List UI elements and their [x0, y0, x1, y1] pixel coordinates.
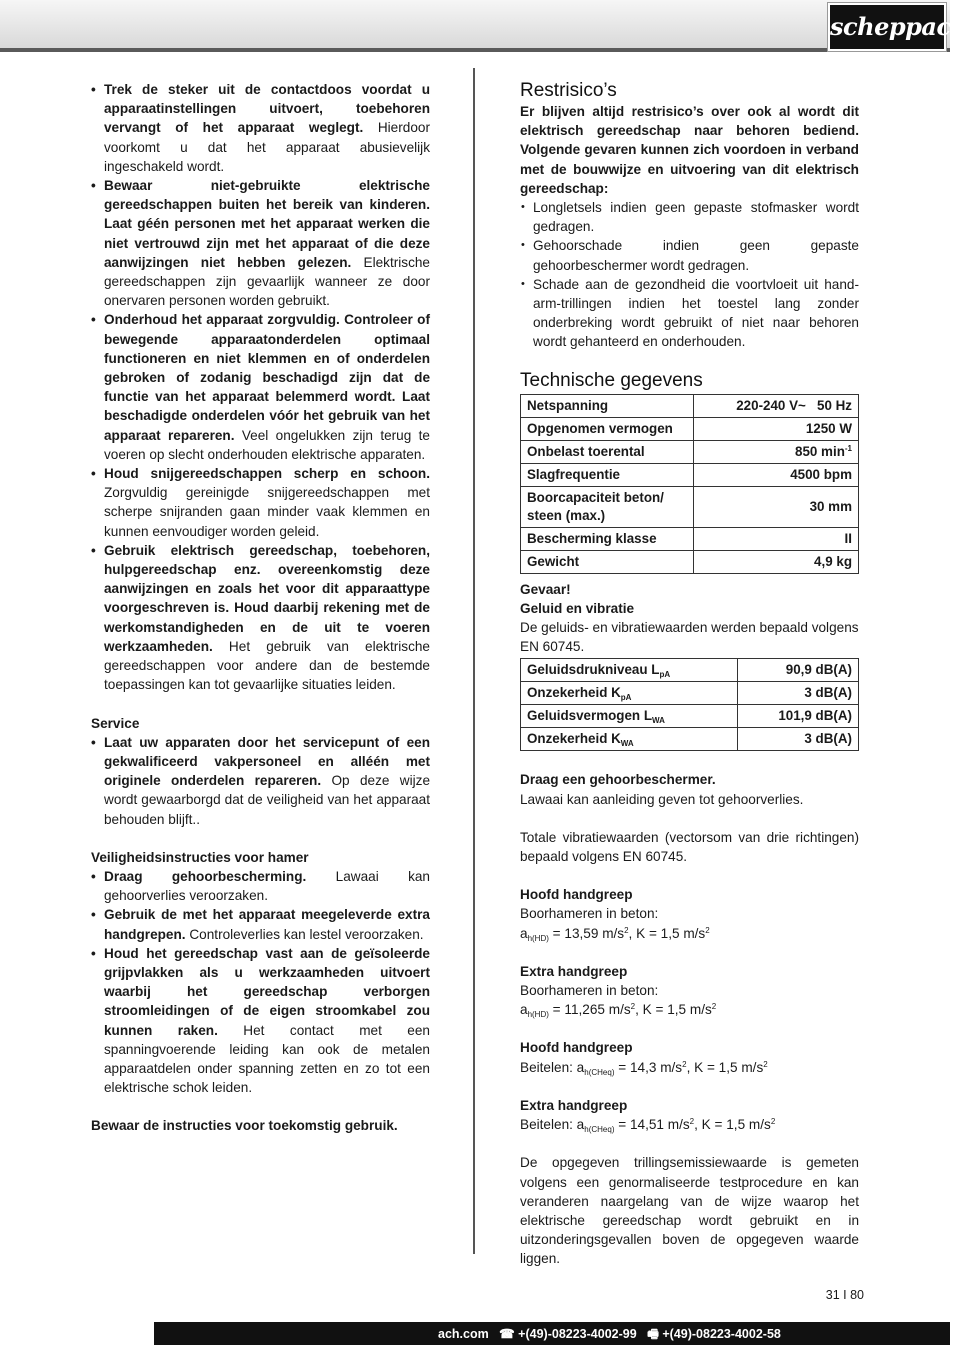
column-divider	[473, 68, 475, 1254]
list-item: • Schade aan de gezondheid die voortvloeit uit hand-arm-trillingen indien het toestel lang zonder onderbreking wordt gebruikt of niet naar behoren wordt gehanteerd en onderhouden.	[520, 275, 859, 352]
tech-table	[520, 394, 859, 574]
table-row: Geluidsdrukniveau $L_{pA}$ 90,9 dB(A)	[521, 659, 859, 682]
table-row: Opgenomen vermogen 1250 W	[521, 417, 859, 440]
vibration-value: Beitelen: $a_{h(CHeq)} = 14,51$ $m/s^2$, K = 1,5 $m/s^2$	[520, 1117, 776, 1135]
list-item: • Longletsels indien geen gepaste stofmasker wordt gedragen.	[520, 198, 859, 236]
vibration-line: Boorhameren in beton:	[520, 906, 659, 922]
table-row: Netspanning 220-240 V~ 50 Hz	[521, 394, 859, 417]
vibration-value: Beitelen: $a_{h(CHeq)} = 14,3$ $m/s^2$, K = 1,5 $m/s^2$	[520, 1059, 768, 1077]
table-row: Geluidsvermogen $L_{WA}$ 101,9 dB(A)	[521, 705, 859, 728]
page-number: 31 I 80	[825, 1288, 864, 1302]
service-heading: Service	[91, 715, 140, 731]
table-row: Gewicht 4,9 kg	[521, 550, 859, 573]
list-item: • Gebruik elektrisch gereedschap, toebehoren, hulpgereedschap enz. overeenkomstig deze aanwijzingen en zoals het voor dit apparaattype voorgeschreven is. Houd daarbij rekening met de werkomstandigheden en de uit te voeren werkzaamheden. Het gebruik van elektrische gereedschappen voor andere dan de bestemde toepassingen kan tot gevaarlijke situaties leiden.	[91, 541, 430, 695]
hamer-list	[91, 867, 430, 1097]
right-column	[520, 80, 859, 1269]
table-row: Onzekerheid $K_{WA}$ 3 dB(A)	[521, 728, 859, 751]
header-rule	[0, 48, 950, 52]
list-item: • Draag gehoorbescherming. Lawaai kan gehoorverlies veroorzaken.	[91, 867, 430, 905]
vibration-heading: Extra handgreep	[520, 1097, 628, 1113]
list-item: • Laat uw apparaten door het servicepunt of een gekwalificeerd vakpersoneel en alléén met originele onderdelen repareren. Op deze wijze wordt gewaarborgd dat de veiligheid van het apparaat behouden blijft..	[91, 733, 430, 829]
vibration-heading: Extra handgreep	[520, 963, 628, 979]
totale-text: Totale vibratiewaarden (vectorsom van drie richtingen) bepaald volgens EN 60745.	[520, 829, 859, 865]
table-row: Slagfrequentie 4500 bpm	[521, 463, 859, 486]
list-item: • Trek de steker uit de contactdoos voordat u apparaatinstellingen uitvoert, toebehoren vervangt of het apparaat weglegt. Hierdoor voorkomt u dat het apparaat abusievelijk ingeschakeld wordt.	[91, 80, 430, 176]
header-bar	[0, 0, 950, 48]
list-item: • Onderhoud het apparaat zorgvuldig. Controleer of bewegende apparaatonderdelen optimaal functioneren en niet klemmen en of onderdelen gebroken of zodanig beschadigd zijn dat de functie van het apparaat belemmerd wordt. Laat beschadigde onderdelen vóór het gebruik van het apparaat repareren. Veel ongelukken zijn terug te voeren op slecht onderhouden elektrische apparaten.	[91, 310, 430, 464]
footer-bar	[0, 1322, 950, 1345]
closing-note: Bewaar de instructies voor toekomstig gebruik.	[91, 1118, 398, 1134]
left-column	[91, 80, 430, 1136]
geluid-heading: Geluid en vibratie	[520, 600, 635, 616]
list-item: • Houd snijgereedschappen scherp en schoon. Zorgvuldig gereinigde snijgereedschappen met scherpe snijranden gaan minder vaak klemmen en kunnen eenvoudiger worden geleid.	[91, 464, 430, 541]
gevaar-label: Gevaar!	[520, 581, 571, 597]
safety-list	[91, 80, 430, 695]
table-row: Bescherming klasse II	[521, 527, 859, 550]
scheppach-logo: scheppach	[828, 3, 946, 51]
list-item: • Gebruik de met het apparaat meegeleverde extra handgrepen. Controleverlies kan lestel veroorzaken.	[91, 905, 430, 943]
restrisico-list	[520, 198, 859, 352]
vibration-value: $a_{h(HD)} = 13,59$ $m/s^2$, K = 1,5 $m/s^2$	[520, 925, 710, 943]
vibration-value: $a_{h(HD)} = 11,265$ $m/s^2$, K = 1,5 $m/s^2$	[520, 1002, 717, 1020]
restrisico-heading: Restrisico’s	[520, 80, 617, 101]
hamer-heading: Veiligheidsinstructies voor hamer	[91, 849, 309, 865]
list-item: • Houd het gereedschap vast aan de geïsoleerde grijpvlakken als u werkzaamheden uitvoert waarbij het gereedschap verborgen stroomleidingen of de eigen stroomkabel zou kunnen raken. Het contact met een spanningvoerende leiding kan ook de metalen apparaatdelen onder spanning zetten en zo tot een elektrische schok leiden.	[91, 944, 430, 1098]
restrisico-intro: Er blijven altijd restrisico’s over ook al wordt dit elektrisch gereedschap naar behoren bediend. Volgende gevaren kunnen zich voordoen in verband met de bouwwijze en uitvoering van dit elektrisch gereedschap:	[520, 104, 859, 196]
vibration-heading: Hoofd handgreep	[520, 1040, 633, 1056]
draag-text: Lawaai kan aanleiding geven tot gehoorverlies.	[520, 791, 804, 807]
sound-table	[520, 658, 859, 751]
footer-contact: ach.com ☎ +(49)-08223-4002-99 🖷 +(49)-08223-4002-58	[438, 1327, 781, 1341]
list-item: • Gehoorschade indien geen gepaste gehoorbeschermer wordt gedragen.	[520, 236, 859, 274]
tech-heading: Technische gegevens	[520, 369, 703, 391]
geluid-text: De geluids- en vibratiewaarden werden bepaald volgens EN 60745.	[520, 620, 859, 655]
table-row: Boorcapaciteit beton/ steen (max.) 30 mm	[521, 486, 859, 527]
vibration-line: Boorhameren in beton:	[520, 983, 659, 999]
draag-heading: Draag een gehoorbeschermer.	[520, 772, 716, 788]
list-item: • Bewaar niet-gebruikte elektrische gereedschappen buiten het bereik van kinderen. Laat géén personen met het apparaat werken die niet vertrouwd zijn met het apparaat of die deze aanwijzingen niet hebben gelezen. Elektrische gereedschappen zijn gevaarlijk wanneer ze door onervaren personen worden gebruikt.	[91, 176, 430, 310]
vibration-heading: Hoofd handgreep	[520, 887, 633, 903]
table-row: Onbelast toerental 850 $\min^{-1}$	[521, 440, 859, 463]
closing-paragraph: De opgegeven trillingsemissiewaarde is gemeten volgens een genormaliseerde testprocedure en kan veranderen naargelang van de wijze waarop het elektrische gereedschap wordt gebruikt en in uitzonderingsgevallen boven de opgegeven waarde liggen.	[520, 1155, 859, 1267]
service-list	[91, 733, 430, 829]
table-row: Onzekerheid $K_{pA}$ 3 dB(A)	[521, 682, 859, 705]
